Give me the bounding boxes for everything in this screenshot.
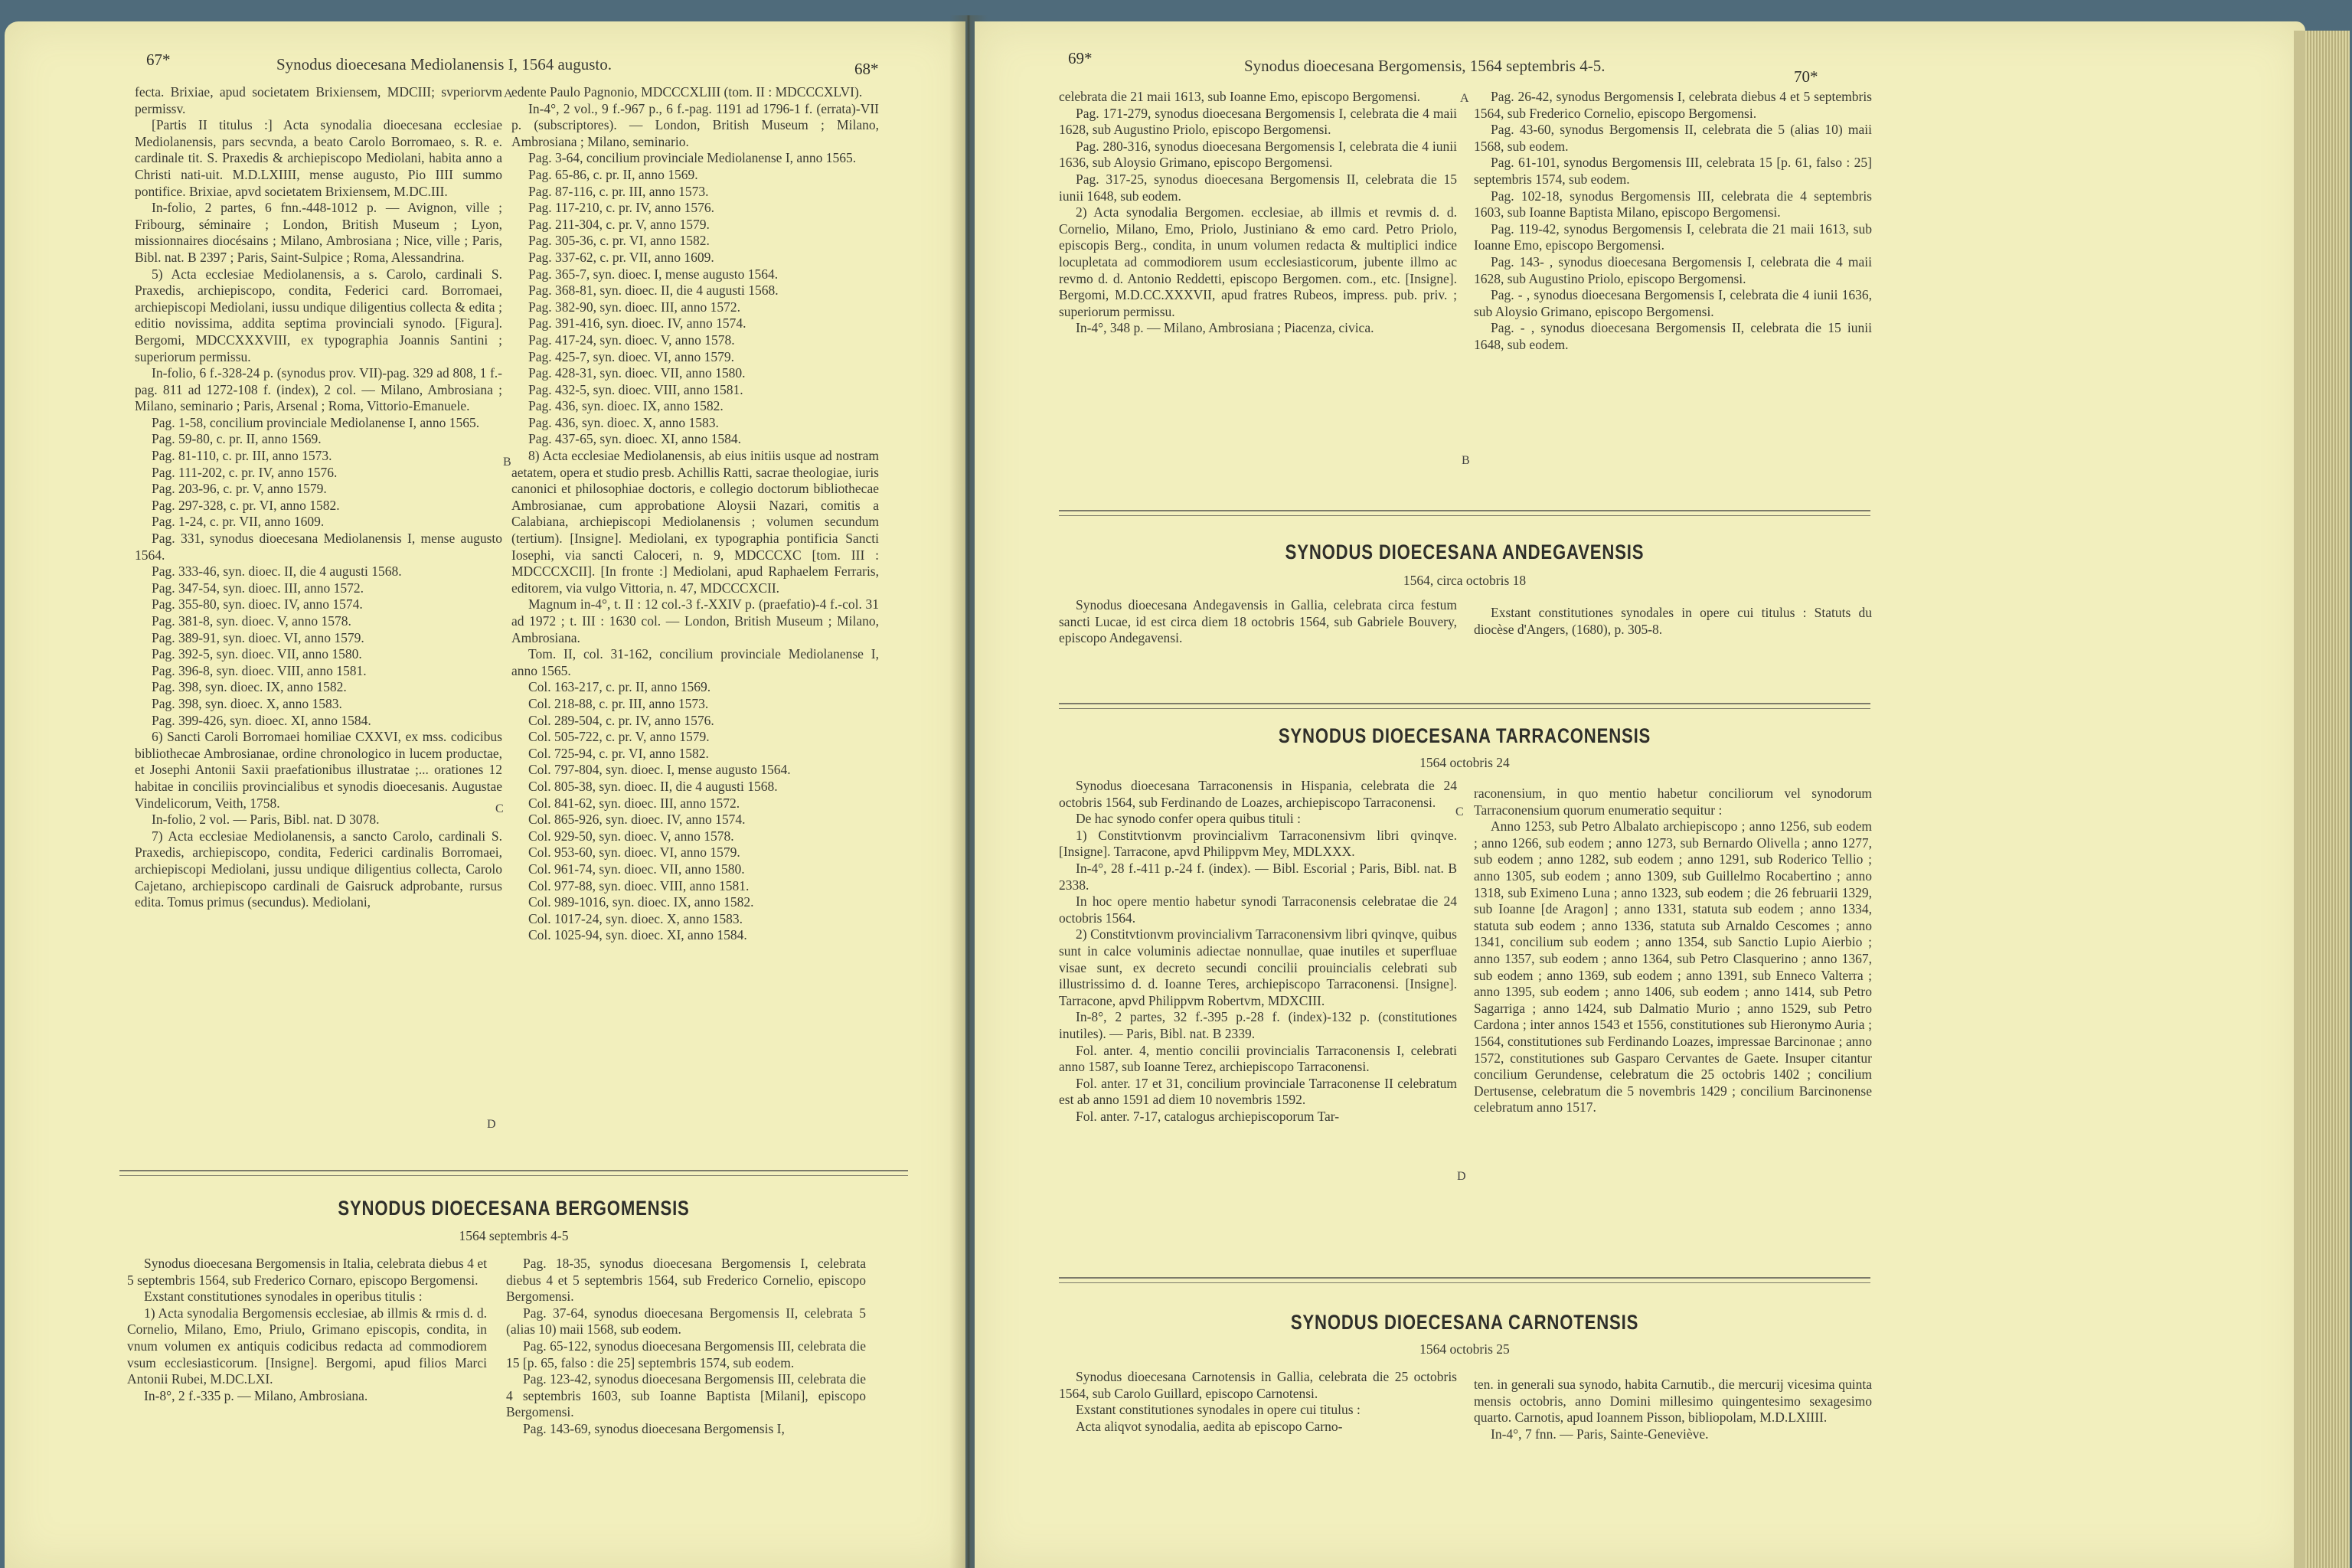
page-number-69: 69* — [1068, 49, 1093, 67]
paragraph: Pag. 368-81, syn. dioec. II, die 4 augusti 1568. — [528, 283, 779, 299]
section-rule-tarraconensis — [1059, 703, 1870, 709]
paragraph: Pag. 355-80, syn. dioec. IV, anno 1574. — [152, 596, 363, 612]
paragraph: In-4°, 348 p. — Milano, Ambrosiana ; Piacenza, civica. — [1076, 320, 1374, 336]
bergomensis-column-1 — [127, 1256, 487, 1404]
section-title-tarraconensis: SYNODUS DIOECESANA TARRACONENSIS — [1278, 724, 1651, 747]
paragraph: Pag. 437-65, syn. dioec. XI, anno 1584. — [528, 431, 742, 447]
paragraph: Pag. 1-24, c. pr. VII, anno 1609. — [152, 514, 325, 530]
paragraph: 6) Sancti Caroli Borromaei homiliae CXXVI, ex mss. codicibus bibliothecae Ambrosianae, ordine chronologico in lucem productae, et Josephi Antonii Saxii praefationibus illustratae ;... orationes 12 habitae in conciliis provincialibus et synodis dioecesanis. Augustae Vindelicorum, Veith, 1758. — [135, 729, 502, 811]
paragraph: Pag. 119-42, synodus Bergomensis I, celebrata die 21 maii 1613, sub Ioanne Emo, episcopo Bergomensi. — [1474, 220, 1872, 253]
paragraph: Pag. 365-7, syn. dioec. I, mense augusto 1564. — [528, 266, 779, 282]
running-head-left: Synodus dioecesana Mediolanensis I, 1564 augusto. — [276, 55, 612, 74]
paragraph: Col. 929-50, syn. dioec. V, anno 1578. — [528, 828, 734, 844]
paragraph: Pag. 123-42, synodus dioecesana Bergomensis III, celebrata die 4 septembris 1603, sub Ioanne Baptista [Milani], episcopo Bergomensi. — [506, 1371, 866, 1420]
section-rule-carnotensis — [1059, 1277, 1870, 1283]
paragraph: Pag. 203-96, c. pr. V, anno 1579. — [152, 481, 327, 497]
paragraph: In hoc opere mentio habetur synodi Tarraconensis celebratae die 24 octobris 1564. — [1059, 893, 1457, 926]
paragraph: Col. 961-74, syn. dioec. VII, anno 1580. — [528, 861, 745, 877]
paragraph: Pag. 211-304, c. pr. V, anno 1579. — [528, 216, 710, 232]
paragraph: Pag. 347-54, syn. dioec. III, anno 1572. — [152, 580, 364, 596]
paragraph: Pag. 37-64, synodus dioecesana Bergomensis II, celebrata 5 (alias 10) maii 1568, sub eodem. — [506, 1305, 866, 1338]
paragraph: Pag. 280-316, synodus dioecesana Bergomensis I, celebrata die 4 iunii 1636, sub Aloysio Grimano, episcopo Bergomensi. — [1059, 138, 1457, 171]
paragraph: Pag. 331, synodus dioecesana Mediolanensis I, mense augusto 1564. — [135, 531, 502, 563]
paragraph: [Partis II titulus :] Acta synodalia dioecesana ecclesiae Mediolanensis, pars secvnda, a beato Carolo Borromaeo, s. R. e. cardinale tit. S. Praxedis & archiepiscopo Mediolani, habita anno a Christi nati-uit. M.D.LXIIII, mense augusto, Pio IIII summo pontifice. Brixiae, apvd societatem Brixiensem, M.DC.III. — [135, 117, 502, 199]
section-title-carnotensis: SYNODUS DIOECESANA CARNOTENSIS — [1290, 1311, 1639, 1334]
paragraph: In-8°, 2 f.-335 p. — Milano, Ambrosiana. — [144, 1387, 368, 1403]
paragraph: Col. 805-38, syn. dioec. II, die 4 augusti 1568. — [528, 778, 778, 794]
margin-marker-a-right: A — [1460, 92, 1469, 105]
page-number-67: 67* — [146, 51, 171, 69]
paragraph: Col. 289-504, c. pr. IV, anno 1576. — [528, 712, 714, 728]
paragraph: Pag. 65-122, synodus dioecesana Bergomensis III, celebrata die 15 [p. 65, falso : die 25] septembris 1574, sub eodem. — [506, 1338, 866, 1370]
paragraph: Pag. 43-60, synodus Bergomensis II, celebrata die 5 (alias 10) maii 1568, sub eodem. — [1474, 122, 1872, 154]
paragraph: 1) Constitvtionvm provincialivm Tarraconensivm libri qvinqve. [Insigne]. Tarracone, apvd Philippvm Mey, MDLXXX. — [1059, 827, 1457, 860]
paragraph: Pag. 399-426, syn. dioec. XI, anno 1584. — [152, 712, 371, 728]
tarraconensis-column-2 — [1474, 786, 1872, 1116]
paragraph: Pag. 391-416, syn. dioec. IV, anno 1574. — [528, 315, 746, 332]
tarraconensis-column-1 — [1059, 778, 1457, 1125]
paragraph: Anno 1253, sub Petro Albalato archiepiscopo ; anno 1256, sub eodem ; anno 1266, sub eodem ; anno 1273, sub Bernardo Olivella ; anno 1277, sub eodem ; anno 1282, sub eodem ; anno 1291, sub Roderico Tellio ; anno 1305, sub eodem ; anno 1309, sub Guillelmo Rocabertino ; anno 1318, sub Eximeno Luna ; anno 1323, sub eodem ; die 26 februarii 1329, sub Ioanne [de Aragon] ; anno 1331, statuta sub eodem ; anno 1334, statuta sub eodem ; anno 1336, statuta sub Arnaldo Cescomes ; anno 1341, concilium sub eodem ; anno 1354, sub Sanctio Lupio Aierbio ; anno 1357, sub eodem ; anno 1364, sub Petro Clasquerino ; anno 1367, sub eodem ; anno 1369, sub eodem ; anno 1391, sub Enneco Valterra ; anno 1395, sub eodem ; anno 1406, sub eodem ; anno 1414, sub Petro Sagarriga ; anno 1424, sub Dalmatio Murio ; anno 1529, sub Petro Cardona ; inter annos 1543 et 1556, constitutiones sub Hieronymo Auria ; 1564, constitutiones sub Ferdinando Loazes, impressae Barcinonae ; anno 1572, constitutiones sub Gasparo Cervantes de Gaete. Insuper citantur concilium Gerundense, celebratum die 25 octobris 1402 ; concilium Dertusense, celebratum die 5 novembris 1429 ; concilium Barcinonense celebratum anno 1517. — [1474, 818, 1872, 1116]
paragraph: Col. 797-804, syn. dioec. I, mense augusto 1564. — [528, 762, 791, 778]
paragraph: Pag. 317-25, synodus dioecesana Bergomensis II, celebrata die 15 iunii 1648, sub eodem. — [1059, 171, 1457, 204]
paragraph: Fol. anter. 7-17, catalogus archiepiscoporum Tar- — [1076, 1108, 1340, 1124]
paragraph: Pag. 305-36, c. pr. VI, anno 1582. — [528, 233, 710, 249]
paragraph: fecta. Brixiae, apud societatem Brixiensem, MDCIII; svperiorvm permissv. — [135, 84, 502, 116]
paragraph: raconensium, in quo mentio habetur conciliorum vel synodorum Tarraconensium quorum enumeratio sequitur : — [1474, 786, 1872, 818]
paragraph: Pag. 143-69, synodus dioecesana Bergomensis I, — [523, 1420, 785, 1436]
paragraph: Col. 725-94, c. pr. VI, anno 1582. — [528, 745, 709, 761]
paragraph: 2) Acta synodalia Bergomen. ecclesiae, ab illmis et revmis d. d. Cornelio, Milano, Emo, Priolo, Justiniano & emo card. Petro Priolo, episcopis Berg., condita, in unum volumen redacta & multiplici indice locupletata ad commodiorem usum ecclesiasticorum, jubente illmo ac revmo d. d. Antonio Reddetti, episcopo Bergomen. com., etc. [Insigne]. Bergomi, M.D.CC.XXXVII, apud fratres Rubeos, impress. pub. priv. ; superiorum permissu. — [1059, 204, 1457, 319]
paragraph: Col. 953-60, syn. dioec. VI, anno 1579. — [528, 844, 740, 861]
paragraph: Fol. anter. 4, mentio concilii provincialis Tarraconensis I, celebrati anno 1587, sub Ioanne Terez, archiepiscopo Tarraconensi. — [1059, 1042, 1457, 1075]
andegavensis-text-1: Synodus dioecesana Andegavensis in Gallia, celebrata circa festum sancti Lucae, id est circa diem 18 octobris 1564, sub Gabriele Bouvery, episcopo Andegavensi. — [1059, 597, 1457, 646]
paragraph: 8) Acta ecclesiae Mediolanensis, ab eius initiis usque ad nostram aetatem, opera et studio presb. Achillis Ratti, sacrae theologiae, iuris canonici et philosophiae doctoris, e collegio doctorum bibliothecae Ambrosianae, cum approbatione Aloysii Nazari, comitis a Calabiana, archiepiscopi Mediolanensis ; volumen secundum (tertium). [Insigne]. Mediolani, ex typographia pontificia Sancti Iosephi, via sancti Caloceri, n. 9, MDCCCXC [tom. III : MDCCCXCII]. [In fronte :] Mediolani, apud Raphaelem Ferraris, editorem, via vulgo Vittoria, n. 47, MDCCCXCII. — [511, 448, 879, 596]
paragraph: Pag. 59-80, c. pr. II, anno 1569. — [152, 431, 322, 447]
paragraph: Col. 218-88, c. pr. III, anno 1573. — [528, 695, 709, 711]
page-edges — [2305, 31, 2350, 1568]
section-date-tarraconensis: 1564 octobris 24 — [1419, 755, 1510, 770]
paragraph: Pag. 61-101, synodus Bergomensis III, celebrata 15 [p. 61, falso : 25] septembris 1574, sub eodem. — [1474, 155, 1872, 187]
paragraph: Pag. 381-8, syn. dioec. V, anno 1578. — [152, 613, 351, 629]
paragraph: Pag. 18-35, synodus dioecesana Bergomensis I, celebrata diebus 4 et 5 septembris 1564, sub Frederico Cornelio, episcopo Bergomensi. — [506, 1256, 866, 1305]
paragraph: Pag. 111-202, c. pr. IV, anno 1576. — [152, 464, 338, 480]
paragraph: Col. 989-1016, syn. dioec. IX, anno 1582. — [528, 894, 754, 910]
left-column-1 — [135, 84, 502, 911]
paragraph: Acta aliqvot synodalia, aedita ab episcopo Carno- — [1076, 1418, 1343, 1434]
section-date-andegavensis: 1564, circa octobris 18 — [1403, 573, 1527, 588]
paragraph: Exstant constitutiones synodales in opere cui titulus : — [1076, 1402, 1361, 1418]
bergomensis-column-2 — [506, 1256, 866, 1438]
paragraph: Pag. 3-64, concilium provinciale Mediolanense I, anno 1565. — [528, 150, 857, 166]
paragraph: Pag. 436, syn. dioec. X, anno 1583. — [528, 414, 719, 430]
paragraph: Col. 865-926, syn. dioec. IV, anno 1574. — [528, 812, 746, 828]
running-head-right: Synodus dioecesana Bergomensis, 1564 septembris 4-5. — [1244, 57, 1606, 75]
right-column-2 — [1474, 89, 1872, 354]
paragraph: De hac synodo confer opera quibus tituli : — [1076, 811, 1302, 827]
andegavensis-text-2: Exstant constitutiones synodales in opere cui titulus : Statuts du diocèse d'Angers, (1680), p. 305-8. — [1474, 605, 1872, 637]
margin-marker-b: B — [503, 456, 511, 469]
paragraph: Pag. 436, syn. dioec. IX, anno 1582. — [528, 398, 724, 414]
andegavensis-column-2 — [1474, 605, 1872, 638]
paragraph: In-folio, 2 partes, 6 fnn.-448-1012 p. — Avignon, ville ; Fribourg, séminaire ; London, British Museum ; Lyon, missionnaires diocésains ; Milano, Ambrosiana ; Nice, ville ; Paris, Bibl. nat. B 2397 ; Paris, Saint-Sulpice ; Roma, Alessandrina. — [135, 200, 502, 265]
paragraph: Pag. 432-5, syn. dioec. VIII, anno 1581. — [528, 381, 743, 397]
margin-marker-d: D — [487, 1118, 496, 1131]
paragraph: Pag. 396-8, syn. dioec. VIII, anno 1581. — [152, 662, 367, 678]
paragraph: Pag. 297-328, c. pr. VI, anno 1582. — [152, 497, 340, 513]
paragraph: Col. 977-88, syn. dioec. VIII, anno 1581. — [528, 877, 750, 893]
paragraph: Exstant constitutiones synodales in operibus titulis : — [144, 1289, 423, 1305]
paragraph: Col. 1025-94, syn. dioec. XI, anno 1584. — [528, 927, 747, 943]
paragraph: Pag. 337-62, c. pr. VII, anno 1609. — [528, 249, 714, 265]
paragraph: Pag. 81-110, c. pr. III, anno 1573. — [152, 448, 332, 464]
page-number-68: 68* — [854, 60, 879, 78]
section-date-bergomensis: 1564 septembris 4-5 — [459, 1228, 569, 1243]
margin-marker-c-right: C — [1455, 805, 1464, 818]
right-column-1 — [1059, 89, 1457, 337]
paragraph: Pag. - , synodus dioecesana Bergomensis II, celebrata die 15 iunii 1648, sub eodem. — [1474, 320, 1872, 352]
paragraph: ten. in generali sua synodo, habita Carnutib., die mercurij vicesima quinta mensis octobris, anno Domini millesimo quingentesimo sexagesimo quarto. Carnotis, apud Ioannem Pisson, bibliopolam, M.D.LXIIII. — [1474, 1377, 1872, 1426]
margin-marker-b-right: B — [1462, 454, 1470, 467]
paragraph: Pag. 382-90, syn. dioec. III, anno 1572. — [528, 299, 741, 315]
paragraph: 2) Constitvtionvm provincialivm Tarraconensivm libri qvinqve, quibus sunt in calce voluminis adiectae nonnullae, quae inutiles et superfluae visae sunt, ex decreto secundi concilii prouincialis celebrati sub illustrissimo d. d. Ioanne Teres, archiepiscopo Tarraconensi. [Insigne]. Tarracone, apvd Philippvm Robertvm, MDXCIII. — [1059, 926, 1457, 1008]
paragraph: Pag. 65-86, c. pr. II, anno 1569. — [528, 166, 698, 182]
left-column-2 — [511, 84, 879, 944]
page-number-70: 70* — [1794, 67, 1818, 86]
paragraph: Pag. 417-24, syn. dioec. V, anno 1578. — [528, 332, 735, 348]
paragraph: Magnum in-4°, t. II : 12 col.-3 f.-XXIV p. (praefatio)-4 f.-col. 31 ad 1972 ; t. III : 1630 col. — London, British Museum ; Milano, Ambrosiana. — [511, 596, 879, 645]
paragraph: Pag. 398, syn. dioec. X, anno 1583. — [152, 695, 342, 711]
section-date-carnotensis: 1564 octobris 25 — [1419, 1341, 1510, 1357]
andegavensis-column-1 — [1059, 597, 1457, 647]
paragraph: In-4°, 7 fnn. — Paris, Sainte-Geneviève. — [1491, 1426, 1709, 1442]
paragraph: 5) Acta ecclesiae Mediolanensis, a s. Carolo, cardinali S. Praxedis, archiepiscopo, condita, Federici card. Borromaei, archiepiscopi Mediolani, iussu undique diligentius collecta & edita ; editio novissima, addita septima provinciali synodo. [Figura]. Bergomi, MDCCXXXVIII, ex typographia Joannis Santini ; superiorum permissu. — [135, 266, 502, 364]
paragraph: In-8°, 2 partes, 32 f.-395 p.-28 f. (index)-132 p. (constitutiones inutiles). — Paris, Bibl. nat. B 2339. — [1059, 1009, 1457, 1041]
paragraph: Synodus dioecesana Tarraconensis in Hispania, celebrata die 24 octobris 1564, sub Ferdinando de Loazes, archiepiscopo Tarraconensi. — [1059, 778, 1457, 810]
paragraph: Fol. anter. 17 et 31, concilium provinciale Tarraconense II celebratum est ab anno 1591 ad diem 10 novembris 1592. — [1059, 1075, 1457, 1108]
paragraph: Pag. 389-91, syn. dioec. VI, anno 1579. — [152, 629, 364, 645]
paragraph: Pag. 171-279, synodus dioecesana Bergomensis I, celebrata die 4 maii 1628, sub Augustino Priolo, episcopo Bergomensi. — [1059, 105, 1457, 138]
paragraph: In-folio, 6 f.-328-24 p. (synodus prov. VII)-pag. 329 ad 808, 1 f.-pag. 811 ad 1272-108 f. (index), 2 col. — Milano, Ambrosiana ; Milano, seminario ; Paris, Arsenal ; Roma, Vittorio-Emanuele. — [135, 365, 502, 414]
paragraph: In-folio, 2 vol. — Paris, Bibl. nat. D 3078. — [152, 812, 380, 828]
paragraph: edente Paulo Pagnonio, MDCCCXLIII (tom. II : MDCCCXLVI). — [511, 84, 863, 100]
paragraph: Pag. 428-31, syn. dioec. VII, anno 1580. — [528, 365, 746, 381]
paragraph: In-4°, 2 vol., 9 f.-967 p., 6 f.-pag. 1191 ad 1796-1 f. (errata)-VII p. (subscriptores). — London, British Museum ; Milano, Ambrosiana ; Milano, seminario. — [511, 100, 879, 149]
paragraph: 7) Acta ecclesiae Mediolanensis, a sancto Carolo, cardinali S. Praxedis, archiepiscopo, condita, Federici cardinalis Borromaei, archiepiscopi Mediolani, jussu undique diligentius collecta, Carolo Cajetano, archiepiscopo cardinali de Gaisruck adprobante, rursus edita. Tomus primus (secundus). Mediolani, — [135, 828, 502, 910]
paragraph: Col. 841-62, syn. dioec. III, anno 1572. — [528, 795, 740, 811]
paragraph: Pag. 143- , synodus dioecesana Bergomensis I, celebrata die 4 maii 1628, sub Augustino Priolo, episcopo Bergomensi. — [1474, 253, 1872, 286]
paragraph: Pag. 26-42, synodus Bergomensis I, celebrata diebus 4 et 5 septembris 1564, sub Frederico Cornelio, episcopo Bergomensi. — [1474, 89, 1872, 121]
paragraph: Pag. - , synodus dioecesana Bergomensis I, celebrata die 4 iunii 1636, sub Aloysio Grimano, episcopo Bergomensi. — [1474, 287, 1872, 319]
margin-marker-c: C — [495, 802, 504, 815]
paragraph: Pag. 1-58, concilium provinciale Mediolanense I, anno 1565. — [152, 414, 480, 430]
carnotensis-column-2 — [1474, 1377, 1872, 1442]
section-title-bergomensis: SYNODUS DIOECESANA BERGOMENSIS — [338, 1197, 690, 1220]
section-rule — [119, 1170, 908, 1176]
right-page — [975, 21, 2305, 1568]
paragraph: In-4°, 28 f.-411 p.-24 f. (index). — Bibl. Escorial ; Paris, Bibl. nat. B 2338. — [1059, 860, 1457, 893]
paragraph: Col. 505-722, c. pr. V, anno 1579. — [528, 729, 710, 745]
paragraph: Pag. 117-210, c. pr. IV, anno 1576. — [528, 200, 715, 216]
paragraph: Synodus dioecesana Carnotensis in Gallia, celebrata die 25 octobris 1564, sub Carolo Guillard, episcopo Carnotensi. — [1059, 1369, 1457, 1401]
paragraph: 1) Acta synodalia Bergomensis ecclesiae, ab illmis & rmis d. d. Cornelio, Milano, Emo, Priulo, Grimano episcopis, condita, in vnum volumen ex antiquis codicibus redacta ad commodiorem vsum ecclesiasticorum. [Insigne]. Bergomi, apud filios Marci Antonii Rubei, M.DC.LXI. — [127, 1305, 487, 1387]
carnotensis-column-1 — [1059, 1369, 1457, 1435]
paragraph: Pag. 102-18, synodus Bergomensis III, celebrata die 4 septembris 1603, sub Ioanne Baptista Milano, episcopo Bergomensi. — [1474, 188, 1872, 220]
paragraph: Pag. 392-5, syn. dioec. VII, anno 1580. — [152, 646, 362, 662]
section-title-andegavensis: SYNODUS DIOECESANA ANDEGAVENSIS — [1285, 541, 1645, 564]
paragraph: Synodus dioecesana Bergomensis in Italia, celebrata diebus 4 et 5 septembris 1564, sub Frederico Cornaro, episcopo Bergomensi. — [127, 1256, 487, 1288]
margin-marker-a: A — [504, 87, 513, 100]
margin-marker-d-right: D — [1457, 1170, 1466, 1183]
paragraph: Pag. 333-46, syn. dioec. II, die 4 augusti 1568. — [152, 564, 402, 580]
paragraph: Pag. 398, syn. dioec. IX, anno 1582. — [152, 679, 347, 695]
left-page — [5, 21, 965, 1568]
paragraph: Col. 163-217, c. pr. II, anno 1569. — [528, 679, 711, 695]
paragraph: Tom. II, col. 31-162, concilium provinciale Mediolanense I, anno 1565. — [511, 646, 879, 678]
paragraph: celebrata die 21 maii 1613, sub Ioanne Emo, episcopo Bergomensi. — [1059, 89, 1421, 104]
section-rule-andegavensis — [1059, 510, 1870, 516]
paragraph: Pag. 425-7, syn. dioec. VI, anno 1579. — [528, 348, 734, 364]
paragraph: Col. 1017-24, syn. dioec. X, anno 1583. — [528, 910, 743, 926]
paragraph: Pag. 87-116, c. pr. III, anno 1573. — [528, 183, 709, 199]
